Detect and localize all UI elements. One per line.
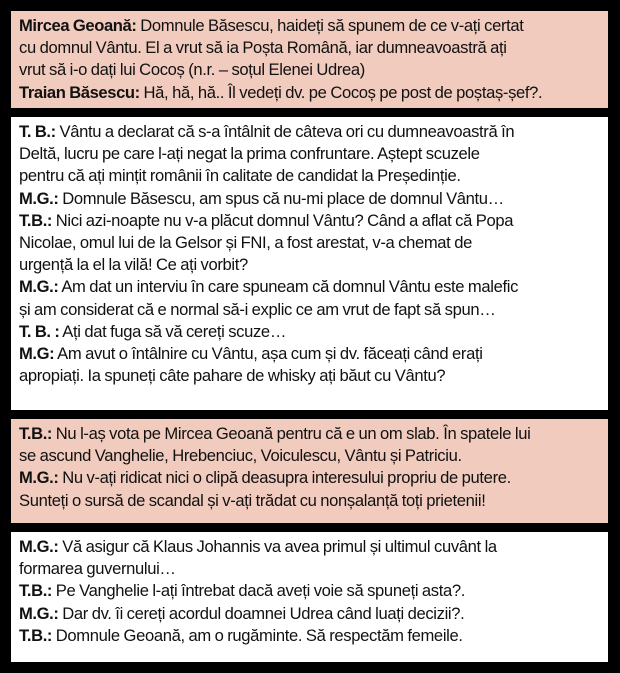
- line-text: Vântu a declarat că s-a întâlnit de câteva ori cu dumneavoastră în: [55, 122, 515, 141]
- speaker-label: T.B.:: [19, 424, 53, 443]
- line-text: și am considerat că e normal să-i explic ce am vrut de fapt să spun…: [19, 299, 496, 319]
- line-text: Nu l-aș vota pe Mircea Geoană pentru că e un om slab. În spatele lui: [52, 424, 531, 443]
- transcript-line: [19, 490, 600, 512]
- line-text: Sunteți o sursă de scandal și v-ați trădat cu nonșalanță toți prietenii!: [19, 490, 486, 510]
- line-text: Ați dat fuga să vă cereți scuze…: [59, 321, 287, 341]
- speaker-label: T.B.:: [19, 210, 53, 230]
- transcript-line: [19, 37, 600, 59]
- line-text: Dar dv. îi cereți acordul doamnei Udrea când luați decizii?.: [58, 603, 465, 623]
- transcript-line: [19, 254, 600, 276]
- speaker-label: M.G.:: [19, 603, 59, 623]
- speaker-label: T.B.:: [19, 625, 53, 645]
- line-text: Hă, hă, hă.. Îl vedeți dv. pe Cocoș pe post de poștaș-șef?.: [139, 82, 543, 102]
- transcript-block-4: [11, 532, 608, 662]
- transcript-line: [19, 210, 600, 232]
- line-text: Domnule Băsescu, am spus că nu-mi place de domnul Vântu…: [58, 188, 504, 208]
- line-text: Domnule Băsescu, haideți să spunem de ce v-ați certat: [136, 16, 524, 35]
- line-text: Nu v-ați ridicat nici o clipă deasupra interesului propriu de putere.: [58, 468, 511, 488]
- transcript-line: [19, 343, 600, 365]
- speaker-label: M.G.:: [19, 188, 59, 208]
- transcript-line: [19, 299, 600, 321]
- speaker-label: M.G:: [19, 344, 55, 364]
- transcript-line: [19, 603, 600, 625]
- transcript-line: [19, 467, 600, 489]
- speaker-label: T. B. :: [19, 321, 60, 341]
- transcript-line: [19, 365, 600, 387]
- line-text: Nicolae, omul lui de la Gelsor și FNI, a fost arestat, v-a chemat de: [19, 233, 472, 253]
- transcript-line: [19, 143, 600, 165]
- line-text: Nici azi-noapte nu v-a plăcut domnul Vântu? Când a aflat că Popa: [52, 210, 514, 230]
- transcript-line: [19, 445, 600, 467]
- transcript-block-2: [11, 117, 608, 410]
- line-text: urgență la el la vilă! Ce ați vorbit?: [19, 255, 248, 275]
- speaker-label: M.G.:: [19, 277, 59, 297]
- line-text: cu domnul Vântu. El a vrut să ia Poșta Română, iar dumneavoastră ați: [19, 38, 507, 58]
- transcript-line: [19, 188, 600, 210]
- line-text: pentru că ați mințit românii în calitate de candidat la Președinție.: [19, 166, 461, 186]
- transcript-line: [19, 558, 600, 580]
- transcript-block-3: [11, 419, 608, 523]
- line-text: se ascund Vanghelie, Hrebenciuc, Voiculescu, Vântu și Patriciu.: [19, 446, 462, 466]
- transcript-line: [19, 165, 600, 187]
- transcript-line: [19, 59, 600, 81]
- transcript-block-1: [11, 11, 608, 108]
- transcript-line: [19, 321, 600, 343]
- speaker-label: T.B.:: [19, 581, 53, 601]
- speaker-label: Traian Băsescu:: [19, 82, 140, 102]
- line-text: Pe Vanghelie l-ați întrebat dacă aveți voie să spuneți asta?.: [52, 581, 466, 601]
- line-text: Am avut o întâlnire cu Vântu, așa cum și dv. făceați când erați: [54, 344, 483, 364]
- line-text: apropiați. Ia spuneți câte pahare de whisky ați băut cu Vântu?: [19, 366, 446, 386]
- transcript-line: [19, 232, 600, 254]
- speaker-label: M.G.:: [19, 468, 59, 488]
- line-text: Deltă, lucru pe care l-ați negat la prima confruntare. Aștept scuzele: [19, 144, 480, 164]
- transcript-line: [19, 625, 600, 647]
- transcript-line: [19, 82, 600, 104]
- transcript-line: [19, 580, 600, 602]
- line-text: Am dat un interviu în care spuneam că domnul Vântu este malefic: [58, 277, 519, 297]
- transcript-line: [19, 536, 600, 558]
- transcript-line: [19, 15, 600, 37]
- transcript-line: [19, 276, 600, 298]
- transcript-line: [19, 423, 600, 445]
- line-text: Vă asigur că Klaus Johannis va avea primul și ultimul cuvânt la: [58, 537, 497, 556]
- transcript-line: [19, 121, 600, 143]
- line-text: Domnule Geoană, am o rugăminte. Să respectăm femeile.: [52, 625, 463, 645]
- speaker-label: Mircea Geoană:: [19, 16, 137, 35]
- line-text: formarea guvernului…: [19, 559, 176, 579]
- speaker-label: M.G.:: [19, 537, 59, 556]
- line-text: vrut să i-o dați lui Cocoș (n.r. – soțul Elenei Udrea): [19, 60, 365, 80]
- speaker-label: T. B.:: [19, 122, 56, 141]
